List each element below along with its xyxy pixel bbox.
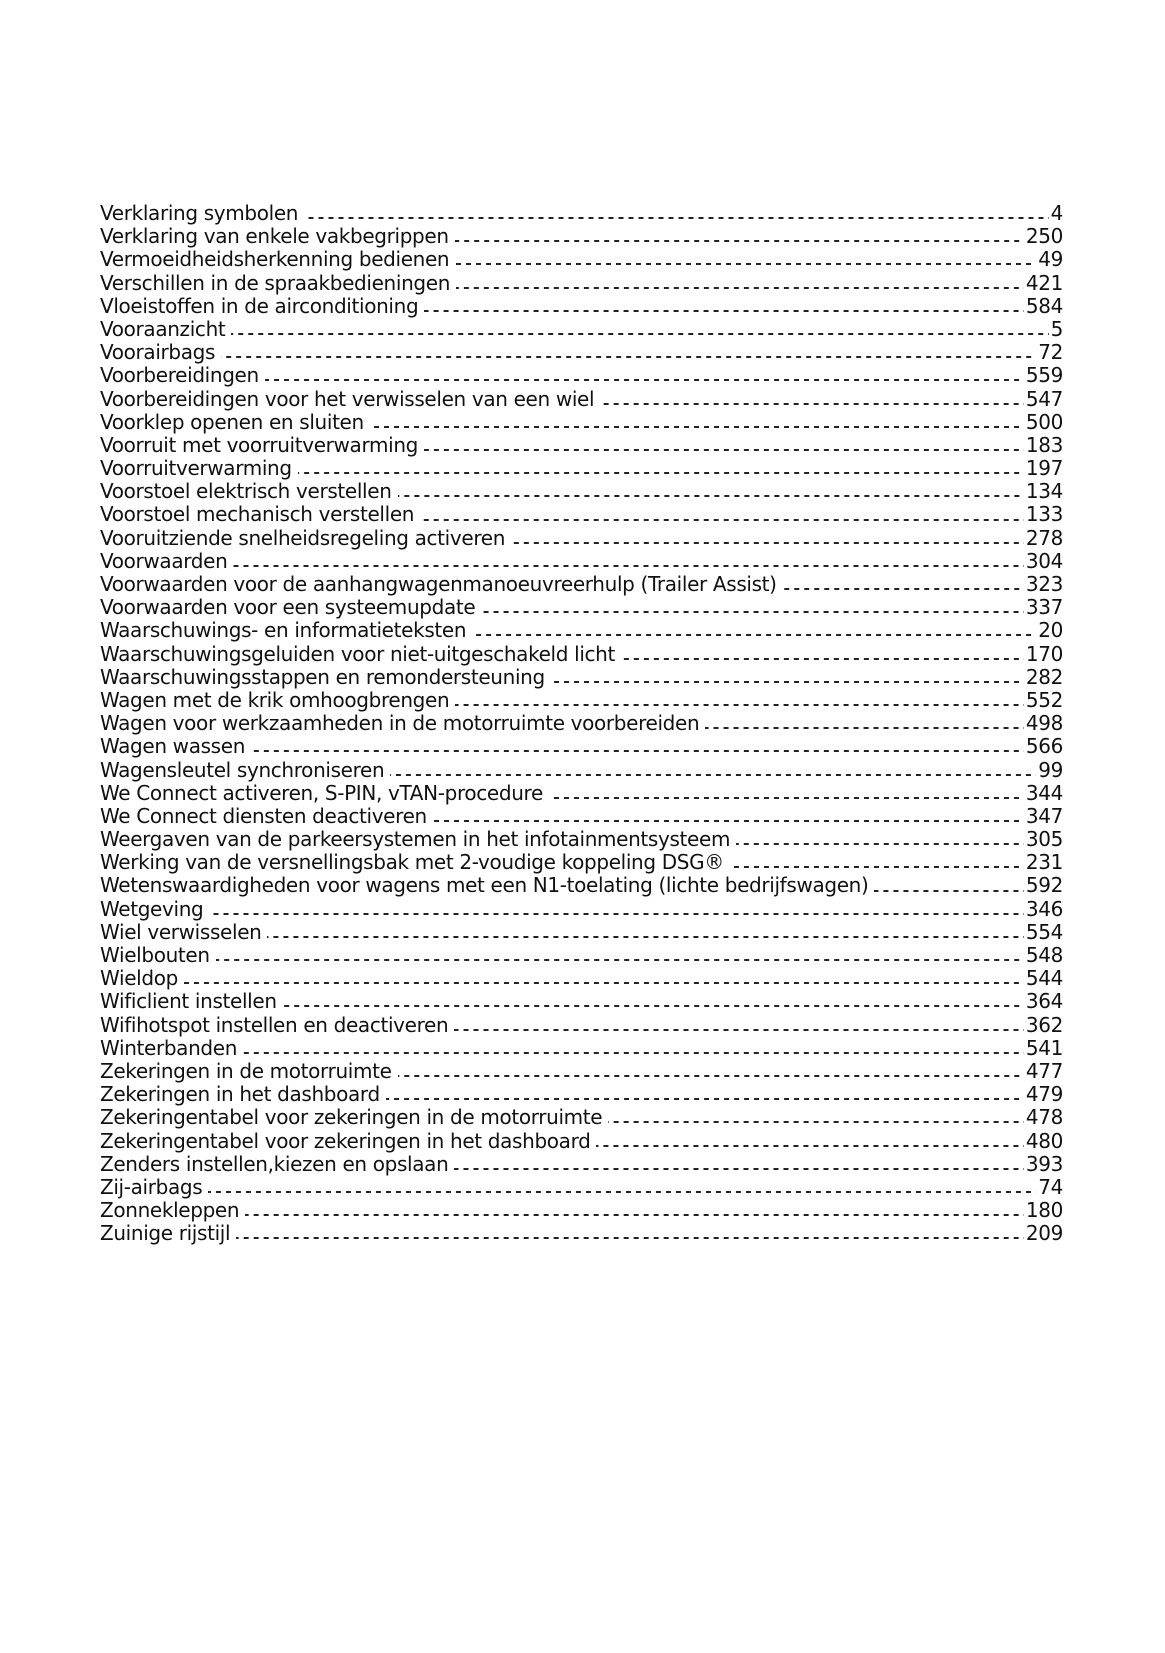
index-entry-title: Zekeringentabel voor zekeringen in het dashboard: [100, 1128, 591, 1153]
index-entry-title: Zuinige rijstijl: [100, 1221, 231, 1246]
index-entry[interactable]: [100, 666, 1063, 689]
index-entry-page-number: 364: [1025, 989, 1063, 1014]
index-entry-page-number: 170: [1025, 641, 1063, 666]
index-entry-page-number: 72: [1038, 340, 1063, 365]
index-entry-page-number: 362: [1025, 1012, 1063, 1037]
index-entry[interactable]: [100, 225, 1063, 248]
index-entry[interactable]: [100, 248, 1063, 271]
index-entry-page-number: 421: [1025, 270, 1063, 295]
index-entry-page-number: 134: [1025, 479, 1063, 504]
index-entry-title: Wetenswaardigheden voor wagens met een N1-toelating (lichte bedrijfswagen): [100, 873, 869, 898]
dot-leader: [216, 959, 1024, 961]
index-entry-title: We Connect activeren, S-PIN, vTAN-procedure: [100, 780, 543, 805]
dot-leader: [454, 1168, 1023, 1170]
index-entry[interactable]: [100, 1014, 1063, 1037]
index-entry-title: Voorwaarden: [100, 548, 228, 573]
index-entry-title: Voorwaarden voor de aanhangwagenmanoeuvreerhulp (Trailer Assist): [100, 572, 777, 596]
index-entry-page-number: 559: [1025, 363, 1063, 388]
dot-leader: [730, 866, 1024, 868]
index-entry-page-number: 480: [1025, 1128, 1063, 1153]
dot-leader: [208, 1191, 1036, 1193]
index-entry-title: Zekeringentabel voor zekeringen in de motorruimte: [100, 1105, 603, 1130]
index-entry-page-number: 347: [1025, 803, 1063, 828]
index-entry[interactable]: [100, 967, 1063, 990]
index-entry-page-number: 592: [1025, 873, 1063, 898]
index-entry-page-number: 479: [1025, 1082, 1063, 1107]
index-entry[interactable]: [100, 921, 1063, 944]
index-entry[interactable]: [100, 1106, 1063, 1129]
index-entry-title: Verklaring van enkele vakbegrippen: [100, 224, 449, 249]
index-entry[interactable]: [100, 318, 1063, 341]
index-entry-page-number: 133: [1025, 502, 1063, 527]
index-entry-page-number: 544: [1025, 966, 1063, 991]
index-entry[interactable]: [100, 388, 1063, 411]
index-entry-page-number: 20: [1038, 618, 1063, 643]
index-entry-page-number: 5: [1050, 316, 1063, 341]
dot-leader: [386, 1098, 1024, 1100]
dot-leader: [221, 356, 1036, 358]
index-entry[interactable]: [100, 457, 1063, 480]
index-entry[interactable]: [100, 596, 1063, 619]
index-entry[interactable]: [100, 759, 1063, 782]
dot-leader: [283, 1005, 1024, 1007]
index-entry-title: Voorklep openen en sluiten: [100, 409, 364, 434]
index-entry-page-number: 337: [1025, 595, 1063, 620]
dot-leader: [433, 820, 1024, 822]
index-entry[interactable]: [100, 503, 1063, 526]
index-entry-page-number: 282: [1025, 664, 1063, 689]
index-entry[interactable]: [100, 1199, 1063, 1222]
index-entry-title: Vooruitziende snelheidsregeling activeren: [100, 525, 506, 550]
index-entry[interactable]: [100, 202, 1063, 225]
index-entry[interactable]: [100, 480, 1063, 503]
index-entry-page-number: 278: [1025, 525, 1063, 550]
index-entry-title: Wagen met de krik omhoogbrengen: [100, 687, 450, 712]
index-entry[interactable]: [100, 411, 1063, 434]
index-entry-page-number: 346: [1025, 896, 1063, 921]
index-entry-title: Verklaring symbolen: [100, 201, 299, 225]
index-entry-page-number: 552: [1025, 687, 1063, 712]
dot-leader: [390, 774, 1036, 776]
index-entry-page-number: 498: [1025, 711, 1063, 736]
index-entry[interactable]: [100, 295, 1063, 318]
index-entry[interactable]: [100, 550, 1063, 573]
dot-leader: [481, 611, 1024, 613]
dot-leader: [456, 287, 1024, 289]
dot-leader: [454, 1029, 1024, 1031]
index-entry-page-number: 548: [1025, 943, 1063, 967]
index-entry-title: Voorbereidingen voor het verwisselen van een wiel: [100, 386, 595, 411]
dot-leader: [420, 519, 1024, 521]
index-entry-page-number: 74: [1038, 1174, 1063, 1199]
index-entry-title: Zij-airbags: [100, 1174, 203, 1199]
index-entry-title: Werking van de versnellingsbak met 2-voudige koppeling DSG®: [100, 850, 724, 875]
index-entry[interactable]: [100, 944, 1063, 967]
index-entry-page-number: 547: [1025, 386, 1063, 411]
dot-leader: [243, 1052, 1024, 1054]
dot-leader: [236, 1237, 1024, 1239]
index-entry-page-number: 478: [1025, 1105, 1063, 1130]
index-entry-page-number: 305: [1025, 827, 1063, 852]
index-list: [100, 202, 1063, 1245]
index-entry-page-number: 541: [1025, 1035, 1063, 1060]
index-entry-title: Wagen voor werkzaamheden in de motorruimte voorbereiden: [100, 711, 700, 736]
index-entry-title: Weergaven van de parkeersystemen in het infotainmentsysteem: [100, 827, 731, 852]
dot-leader: [233, 565, 1023, 567]
index-entry-title: Voorstoel elektrisch verstellen: [100, 479, 392, 504]
dot-leader: [511, 542, 1024, 544]
index-entry-title: Wagen wassen: [100, 734, 246, 759]
index-entry-title: Vermoeidheidsherkenning bedienen: [100, 247, 450, 272]
dot-leader: [209, 913, 1024, 915]
dot-leader: [621, 658, 1024, 660]
index-entry-page-number: 344: [1025, 780, 1063, 805]
index-entry[interactable]: [100, 1037, 1063, 1060]
index-entry-page-number: 183: [1025, 432, 1063, 457]
index-entry-title: Waarschuwings- en informatieteksten: [100, 618, 467, 643]
index-entry[interactable]: [100, 573, 1063, 596]
index-entry[interactable]: [100, 689, 1063, 712]
index-entry-page-number: 393: [1025, 1151, 1063, 1176]
index-entry-title: Voorruitverwarming: [100, 456, 292, 481]
index-entry[interactable]: [100, 990, 1063, 1013]
dot-leader: [455, 263, 1036, 265]
index-entry-page-number: 304: [1025, 548, 1063, 573]
index-entry-title: Voorstoel mechanisch verstellen: [100, 502, 415, 527]
index-entry-title: Waarschuwingsgeluiden voor niet-uitgeschakeld licht: [100, 641, 615, 666]
index-entry[interactable]: [100, 341, 1063, 364]
index-entry[interactable]: [100, 1083, 1063, 1106]
index-entry-page-number: 323: [1025, 572, 1063, 596]
dot-leader: [424, 310, 1024, 312]
index-entry[interactable]: [100, 1130, 1063, 1153]
index-entry-title: Wiel verwisselen: [100, 919, 262, 944]
dot-leader: [551, 681, 1024, 683]
index-entry[interactable]: [100, 1222, 1063, 1245]
index-entry-page-number: 209: [1025, 1221, 1063, 1246]
dot-leader: [783, 588, 1024, 590]
dot-leader: [184, 982, 1024, 984]
index-entry-title: Zekeringen in het dashboard: [100, 1082, 380, 1107]
index-entry-title: Waarschuwingsstappen en remondersteuning: [100, 664, 545, 689]
index-entry[interactable]: [100, 527, 1063, 550]
index-entry-title: Vloeistoffen in de airconditioning: [100, 293, 419, 318]
dot-leader: [424, 449, 1024, 451]
index-entry[interactable]: [100, 364, 1063, 387]
index-entry-page-number: 584: [1025, 293, 1063, 318]
index-entry-page-number: 566: [1025, 734, 1063, 759]
index-entry[interactable]: [100, 874, 1063, 897]
dot-leader: [549, 797, 1024, 799]
dot-leader: [267, 936, 1023, 938]
index-entry[interactable]: [100, 1176, 1063, 1199]
index-entry-page-number: 554: [1025, 919, 1063, 944]
dot-leader: [472, 634, 1036, 636]
index-entry[interactable]: [100, 1153, 1063, 1176]
dot-leader: [608, 1121, 1024, 1123]
index-entry[interactable]: [100, 851, 1063, 874]
dot-leader: [736, 843, 1024, 845]
index-entry-title: Voorwaarden voor een systeemupdate: [100, 595, 476, 620]
index-entry-page-number: 477: [1025, 1058, 1063, 1083]
dot-leader: [245, 1214, 1024, 1216]
index-entry-title: Verschillen in de spraakbedieningen: [100, 270, 451, 295]
dot-leader: [398, 1075, 1024, 1077]
index-entry-page-number: 180: [1025, 1198, 1063, 1223]
index-entry-page-number: 49: [1038, 247, 1063, 272]
index-entry-page-number: 197: [1025, 456, 1063, 481]
index-entry[interactable]: [100, 1060, 1063, 1083]
index-entry[interactable]: [100, 805, 1063, 828]
index-entry[interactable]: [100, 434, 1063, 457]
index-entry-title: Wetgeving: [100, 896, 204, 921]
index-entry[interactable]: [100, 782, 1063, 805]
index-entry-title: Zonnekleppen: [100, 1198, 240, 1223]
dot-leader: [398, 495, 1024, 497]
index-entry-page-number: 250: [1025, 224, 1063, 249]
index-entry[interactable]: [100, 828, 1063, 851]
index-entry-page-number: 500: [1025, 409, 1063, 434]
dot-leader: [600, 403, 1024, 405]
index-entry[interactable]: [100, 898, 1063, 921]
dot-leader: [596, 1145, 1023, 1147]
index-entry-title: Wifihotspot instellen en deactiveren: [100, 1012, 449, 1037]
index-entry[interactable]: [100, 619, 1063, 642]
index-entry-title: Wagensleutel synchroniseren: [100, 757, 385, 782]
index-entry-page-number: 231: [1025, 850, 1063, 875]
dot-leader: [455, 704, 1024, 706]
index-entry-title: Wielbouten: [100, 943, 210, 967]
index-entry-title: Wieldop: [100, 966, 178, 991]
index-entry-title: We Connect diensten deactiveren: [100, 803, 427, 828]
index-entry-title: Voorairbags: [100, 340, 216, 365]
index-entry-title: Voorbereidingen: [100, 363, 259, 388]
index-entry-page-number: 4: [1050, 201, 1063, 225]
dot-leader: [370, 426, 1024, 428]
dot-leader: [705, 727, 1024, 729]
index-entry-title: Voorruit met voorruitverwarming: [100, 432, 418, 457]
dot-leader: [265, 379, 1024, 381]
index-entry[interactable]: [100, 712, 1063, 735]
dot-leader: [231, 333, 1048, 335]
index-entry-title: Zekeringen in de motorruimte: [100, 1058, 392, 1083]
index-entry[interactable]: [100, 735, 1063, 758]
dot-leader: [304, 217, 1049, 219]
index-entry-title: Vooraanzicht: [100, 316, 226, 341]
dot-leader: [874, 890, 1023, 892]
index-entry-title: Zenders instellen,kiezen en opslaan: [100, 1151, 449, 1176]
dot-leader: [251, 750, 1024, 752]
index-entry-page-number: 99: [1038, 757, 1063, 782]
dot-leader: [298, 472, 1024, 474]
index-entry[interactable]: [100, 272, 1063, 295]
dot-leader: [455, 240, 1024, 242]
index-entry-title: Winterbanden: [100, 1035, 238, 1060]
index-entry[interactable]: [100, 643, 1063, 666]
index-entry-title: Wificlient instellen: [100, 989, 277, 1014]
